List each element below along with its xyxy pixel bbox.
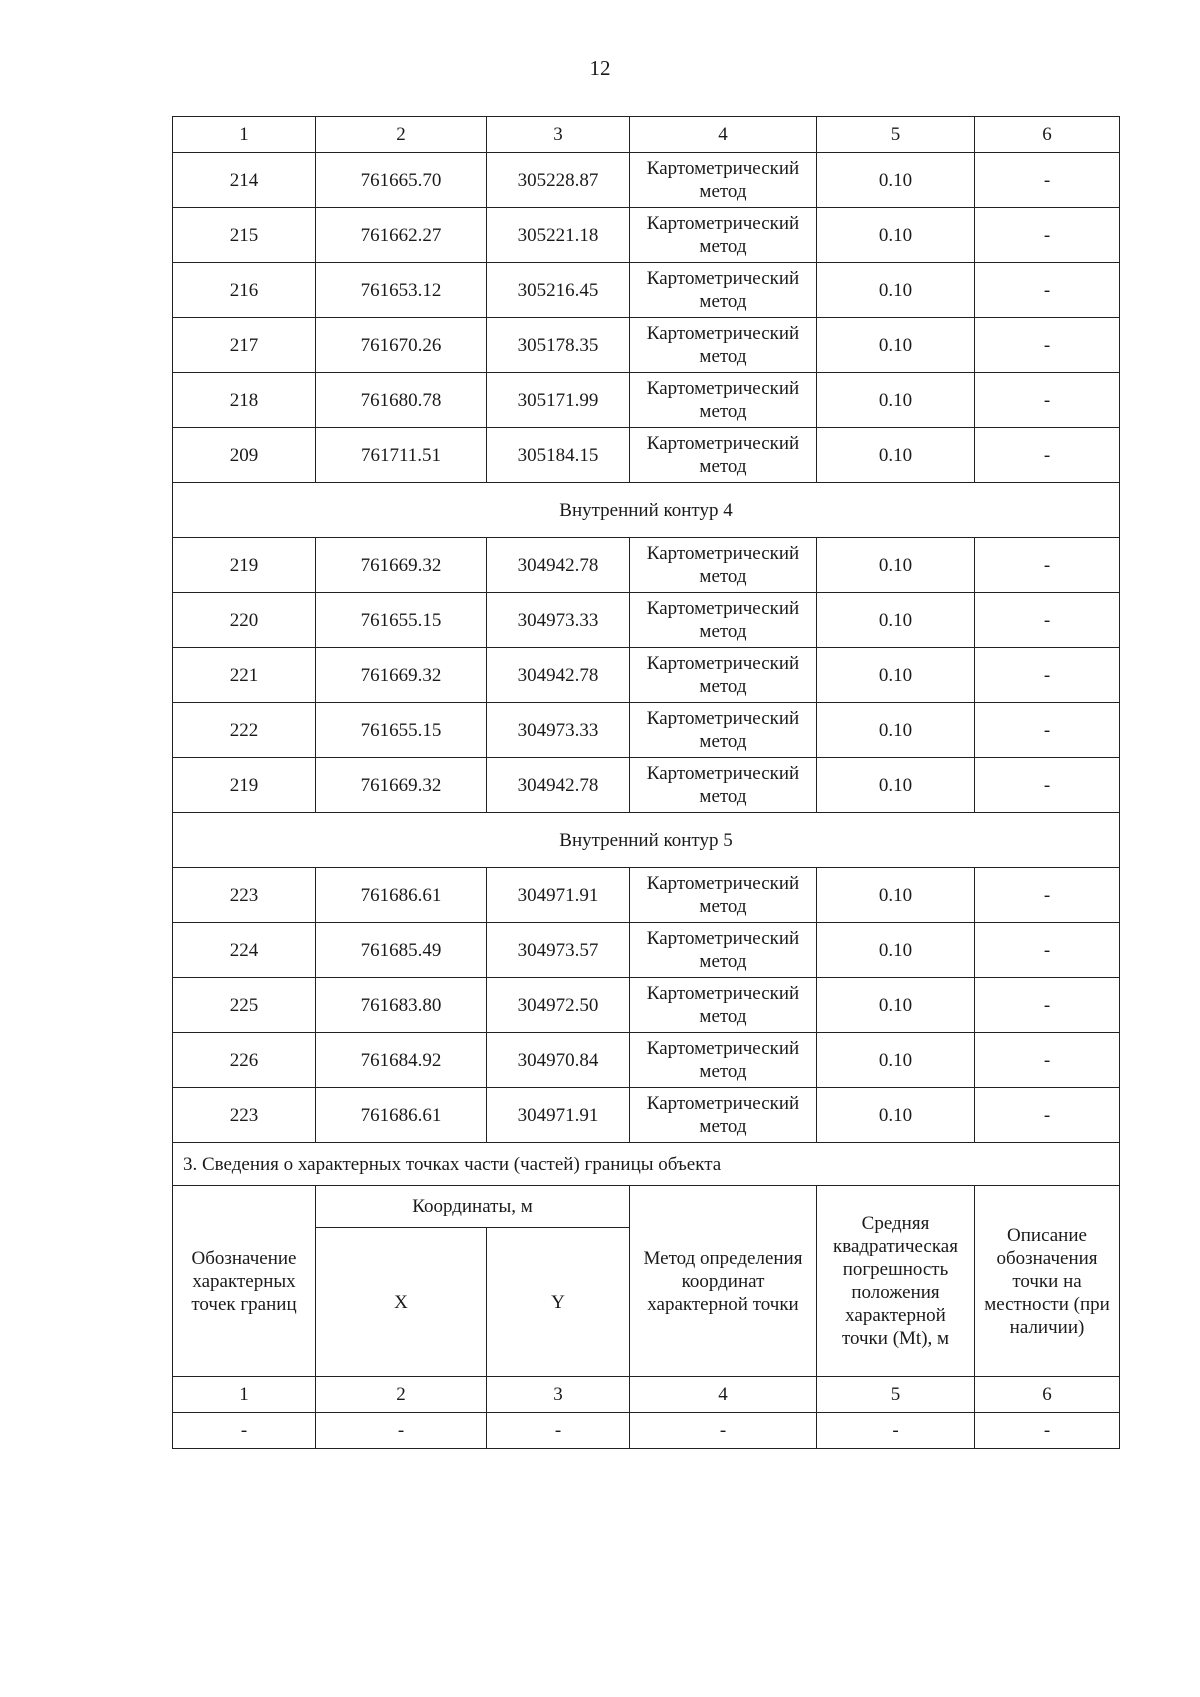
point-id: 219 <box>173 538 316 593</box>
section-3-title: 3. Сведения о характерных точках части (частей) границы объекта <box>173 1143 1120 1186</box>
coord-x: 761680.78 <box>316 373 487 428</box>
table-row <box>173 923 1120 978</box>
column-number: 4 <box>630 1377 817 1413</box>
coord-x: 761686.61 <box>316 1088 487 1143</box>
table-row <box>173 1088 1120 1143</box>
description: - <box>975 1033 1120 1088</box>
point-id: 226 <box>173 1033 316 1088</box>
header-method: Метод определения координат характерной точки <box>630 1186 817 1377</box>
column-number: 1 <box>173 1377 316 1413</box>
header-x: X <box>316 1228 487 1377</box>
coord-y: 304942.78 <box>487 538 630 593</box>
column-number: 6 <box>975 1377 1120 1413</box>
table-row <box>173 208 1120 263</box>
contour-title: Внутренний контур 4 <box>173 483 1120 538</box>
contour-title-row <box>173 483 1120 538</box>
coord-x: 761686.61 <box>316 868 487 923</box>
mt-value: 0.10 <box>817 263 975 318</box>
section-3-empty-row <box>173 1413 1120 1449</box>
coord-x: 761669.32 <box>316 648 487 703</box>
empty-cell: - <box>975 1413 1120 1449</box>
point-id: 225 <box>173 978 316 1033</box>
mt-value: 0.10 <box>817 593 975 648</box>
coord-y: 305228.87 <box>487 153 630 208</box>
coord-y: 305171.99 <box>487 373 630 428</box>
point-id: 218 <box>173 373 316 428</box>
column-number: 4 <box>630 117 817 153</box>
method: Картометрический метод <box>630 1033 817 1088</box>
table-row <box>173 868 1120 923</box>
table-row <box>173 1033 1120 1088</box>
point-id: 214 <box>173 153 316 208</box>
description: - <box>975 1088 1120 1143</box>
point-id: 223 <box>173 868 316 923</box>
column-number: 5 <box>817 1377 975 1413</box>
description: - <box>975 593 1120 648</box>
mt-value: 0.10 <box>817 978 975 1033</box>
column-number: 3 <box>487 117 630 153</box>
description: - <box>975 703 1120 758</box>
method: Картометрический метод <box>630 318 817 373</box>
coord-x: 761670.26 <box>316 318 487 373</box>
column-number: 2 <box>316 1377 487 1413</box>
mt-value: 0.10 <box>817 538 975 593</box>
coord-x: 761669.32 <box>316 538 487 593</box>
section-3-column-number-row <box>173 1377 1120 1413</box>
table-row <box>173 593 1120 648</box>
description: - <box>975 208 1120 263</box>
point-id: 223 <box>173 1088 316 1143</box>
mt-value: 0.10 <box>817 1088 975 1143</box>
mt-value: 0.10 <box>817 318 975 373</box>
method: Картометрический метод <box>630 153 817 208</box>
coord-y: 304942.78 <box>487 648 630 703</box>
coord-y: 305221.18 <box>487 208 630 263</box>
coord-y: 305184.15 <box>487 428 630 483</box>
table-row <box>173 978 1120 1033</box>
method: Картометрический метод <box>630 923 817 978</box>
coord-y: 305178.35 <box>487 318 630 373</box>
method: Картометрический метод <box>630 428 817 483</box>
column-number: 1 <box>173 117 316 153</box>
coord-y: 304971.91 <box>487 868 630 923</box>
method: Картометрический метод <box>630 703 817 758</box>
method: Картометрический метод <box>630 538 817 593</box>
header-description: Описание обозначения точки на местности (при наличии) <box>975 1186 1120 1377</box>
mt-value: 0.10 <box>817 868 975 923</box>
contour-title: Внутренний контур 5 <box>173 813 1120 868</box>
coord-x: 761653.12 <box>316 263 487 318</box>
column-number: 5 <box>817 117 975 153</box>
mt-value: 0.10 <box>817 428 975 483</box>
coord-x: 761669.32 <box>316 758 487 813</box>
description: - <box>975 263 1120 318</box>
method: Картометрический метод <box>630 648 817 703</box>
coord-y: 304942.78 <box>487 758 630 813</box>
column-number: 6 <box>975 117 1120 153</box>
column-number: 2 <box>316 117 487 153</box>
table-row <box>173 263 1120 318</box>
mt-value: 0.10 <box>817 923 975 978</box>
method: Картометрический метод <box>630 593 817 648</box>
coord-x: 761683.80 <box>316 978 487 1033</box>
empty-cell: - <box>316 1413 487 1449</box>
coord-x: 761684.92 <box>316 1033 487 1088</box>
coord-x: 761655.15 <box>316 593 487 648</box>
description: - <box>975 538 1120 593</box>
empty-cell: - <box>630 1413 817 1449</box>
header-y: Y <box>487 1228 630 1377</box>
table-row <box>173 538 1120 593</box>
point-id: 220 <box>173 593 316 648</box>
header-mt: Средняя квадратическая погрешность положения характерной точки (Mt), м <box>817 1186 975 1377</box>
point-id: 216 <box>173 263 316 318</box>
method: Картометрический метод <box>630 868 817 923</box>
table-row <box>173 318 1120 373</box>
point-id: 219 <box>173 758 316 813</box>
table-row <box>173 153 1120 208</box>
mt-value: 0.10 <box>817 703 975 758</box>
method: Картометрический метод <box>630 208 817 263</box>
table-row <box>173 758 1120 813</box>
description: - <box>975 373 1120 428</box>
description: - <box>975 153 1120 208</box>
column-number-row <box>173 117 1120 153</box>
method: Картометрический метод <box>630 978 817 1033</box>
mt-value: 0.10 <box>817 648 975 703</box>
coord-y: 304973.33 <box>487 703 630 758</box>
description: - <box>975 428 1120 483</box>
table-row <box>173 648 1120 703</box>
coord-x: 761655.15 <box>316 703 487 758</box>
coord-y: 305216.45 <box>487 263 630 318</box>
method: Картометрический метод <box>630 758 817 813</box>
point-id: 209 <box>173 428 316 483</box>
empty-cell: - <box>817 1413 975 1449</box>
column-number: 3 <box>487 1377 630 1413</box>
description: - <box>975 868 1120 923</box>
table-row <box>173 428 1120 483</box>
method: Картометрический метод <box>630 373 817 428</box>
mt-value: 0.10 <box>817 1033 975 1088</box>
coord-x: 761685.49 <box>316 923 487 978</box>
coord-y: 304973.33 <box>487 593 630 648</box>
coord-x: 761711.51 <box>316 428 487 483</box>
coord-x: 761662.27 <box>316 208 487 263</box>
empty-cell: - <box>487 1413 630 1449</box>
coord-y: 304973.57 <box>487 923 630 978</box>
table-row <box>173 703 1120 758</box>
mt-value: 0.10 <box>817 758 975 813</box>
description: - <box>975 318 1120 373</box>
coord-y: 304970.84 <box>487 1033 630 1088</box>
contour-title-row <box>173 813 1120 868</box>
method: Картометрический метод <box>630 263 817 318</box>
coord-y: 304972.50 <box>487 978 630 1033</box>
header-coordinates: Координаты, м <box>316 1186 630 1228</box>
mt-value: 0.10 <box>817 373 975 428</box>
coord-x: 761665.70 <box>316 153 487 208</box>
coord-y: 304971.91 <box>487 1088 630 1143</box>
header-point-designation: Обозначение характерных точек границ <box>173 1186 316 1377</box>
description: - <box>975 758 1120 813</box>
coordinates-table <box>172 116 1120 1449</box>
mt-value: 0.10 <box>817 208 975 263</box>
point-id: 224 <box>173 923 316 978</box>
description: - <box>975 978 1120 1033</box>
section-3-header-row <box>173 1186 1120 1228</box>
point-id: 221 <box>173 648 316 703</box>
point-id: 217 <box>173 318 316 373</box>
description: - <box>975 648 1120 703</box>
description: - <box>975 923 1120 978</box>
section-3-title-row <box>173 1143 1120 1186</box>
empty-cell: - <box>173 1413 316 1449</box>
point-id: 222 <box>173 703 316 758</box>
point-id: 215 <box>173 208 316 263</box>
table-row <box>173 373 1120 428</box>
mt-value: 0.10 <box>817 153 975 208</box>
method: Картометрический метод <box>630 1088 817 1143</box>
page-number: 12 <box>589 56 611 80</box>
